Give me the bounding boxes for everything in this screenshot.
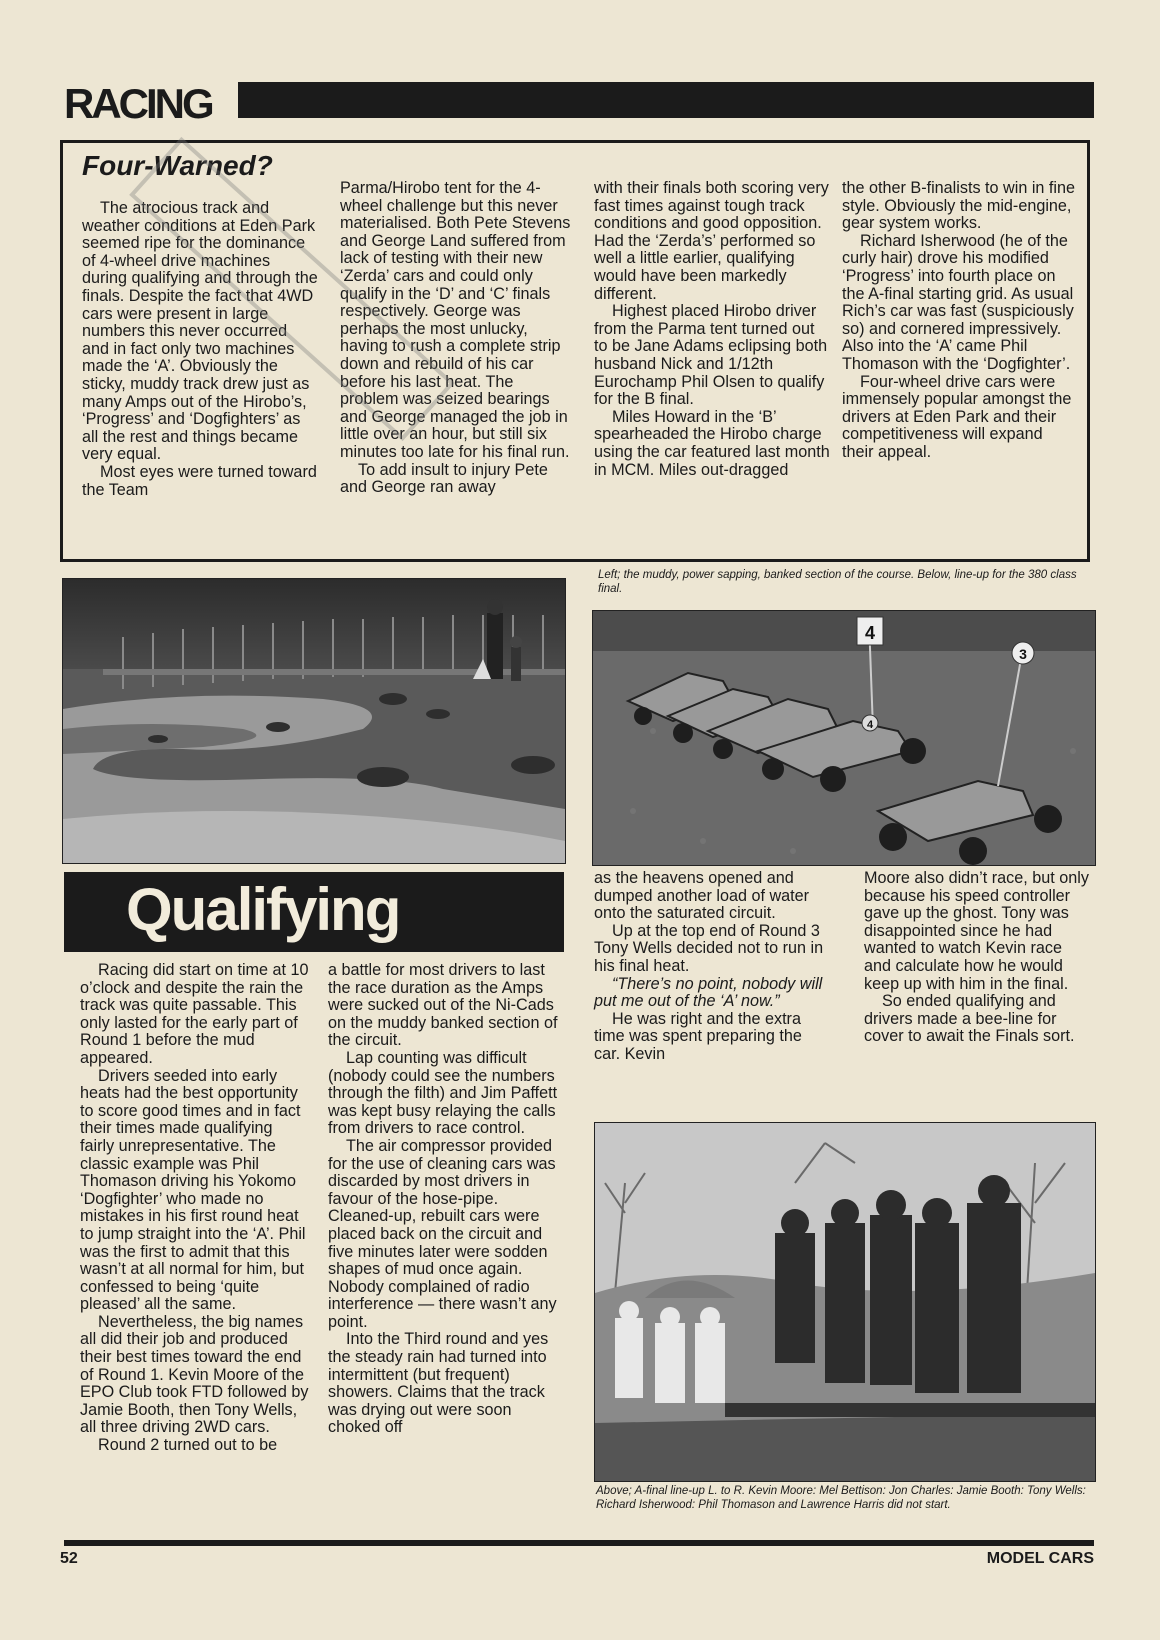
- caption-top: Left; the muddy, power sapping, banked section of the course. Below, line-up for the 380 class final.: [598, 569, 1077, 595]
- paragraph: Racing did start on time at 10 o’clock and despite the rain the track was quite passable. This only lasted for the early part of Round 1 before the mud appeared.: [80, 961, 309, 1067]
- paragraph: Miles Howard in the ‘B’ spearheaded the Hirobo charge using the car featured last month in MCM. Miles out-dragged: [594, 407, 830, 479]
- paragraph: Most eyes were turned toward the Team: [82, 462, 317, 499]
- qualifying-column-1: [80, 962, 310, 1455]
- photo-drivers-lineup: [594, 1122, 1096, 1482]
- photo-track-section: [62, 578, 566, 864]
- car-number-flag-b: 3: [1019, 646, 1027, 662]
- paragraph: Parma/Hirobo tent for the 4-wheel challenge but this never materialised. Both Pete Stevens and George Land suffered from lack of testing with their new ‘Zerda’ cars and could only qualify in the ‘D’ and ‘C’ finals respectively. George was perhaps the most unlucky, having to rush a complete strip down and rebuild of his car before his last heat. The problem was seized bearings and George managed the job in little over an hour, but still six minutes too late for his final run.: [340, 179, 571, 461]
- photo-car-lineup: [592, 610, 1096, 866]
- car-number-body: 4: [866, 719, 874, 731]
- header-bar: [238, 82, 1094, 118]
- paragraph: with their finals both scoring very fast times against tough track conditions and good opposition. Had the ‘Zerda’s’ performed so well a little earlier, qualifying would have been markedly different.: [594, 179, 829, 303]
- paragraph: a battle for most drivers to last the race duration as the Amps were sucked out of the Ni-Cads on the muddy banked section of the circuit.: [328, 961, 558, 1050]
- magazine-name: MODEL CARS: [986, 1550, 1094, 1567]
- section-label: RACING: [64, 80, 212, 127]
- paragraph: So ended qualifying and drivers made a bee-line for cover to await the Finals sort.: [864, 992, 1075, 1046]
- paragraph: Round 2 turned out to be: [98, 1436, 278, 1455]
- paragraph: the other B-finalists to win in fine style. Obviously the mid-engine, gear system works.: [842, 179, 1076, 233]
- paragraph: To add insult to injury Pete and George ran away: [340, 460, 548, 497]
- page-number: 52: [60, 1550, 78, 1567]
- paragraph: Richard Isherwood (he of the curly hair) drove his modified ‘Progress’ into fourth place on the A-final starting grid. As usual Rich’s car was fast (suspiciously so) and cornered impressively. Also into the ‘A’ came Phil Thomason with the ‘Dogfighter’.: [842, 231, 1074, 373]
- paragraph: Moore also didn’t race, but only because his speed controller gave up the ghost. Tony was disappointed since he had wanted to watch Kevin race and calculate how he would keep up with him in the final.: [864, 869, 1089, 993]
- box-column-4: [842, 180, 1078, 462]
- paragraph: The air compressor provided for the use of cleaning cars was discarded by most drivers in favour of the hose-pipe. Cleaned-up, rebuilt cars were placed back on the circuit and five minutes later were sodden shapes of mud once again. Nobody complained of radio interference — there wasn’t any point.: [328, 1136, 557, 1331]
- car-number-flag-a: 4: [864, 623, 876, 643]
- box-column-3: [594, 180, 830, 479]
- paragraph: Four-wheel drive cars were immensely popular amongst the drivers at Eden Park and their competitiveness will expand their appeal.: [842, 372, 1072, 461]
- qualifying-heading: Qualifying: [126, 876, 400, 943]
- qualifying-column-2: [328, 962, 564, 1437]
- paragraph: Lap counting was difficult (nobody could see the numbers through the filth) and Jim Paffett was kept busy relaying the calls from drivers to race control.: [328, 1048, 558, 1138]
- qualifying-column-3: [594, 870, 830, 1064]
- paragraph: Up at the top end of Round 3 Tony Wells decided not to run in his final heat.: [594, 921, 824, 975]
- paragraph: Into the Third round and yes the steady rain had turned into intermittent (but frequent) showers. Claims that the track was drying out were soon choked off: [328, 1330, 549, 1437]
- paragraph: Drivers seeded into early heats had the best opportunity to score good times and in fact their times made qualifying fairly unrepresentative. The classic example was Phil Thomason driving his Yokomo ‘Dogfighter’ who made no mistakes in his first round heat to jump straight into the ‘A’. Phil was the first to admit that this wasn’t at all normal for him, but confessed to being ‘quite pleased’ all the same.: [80, 1066, 306, 1314]
- qualifying-column-4: [864, 870, 1092, 1046]
- paragraph: Highest placed Hirobo driver from the Parma tent turned out to be Jane Adams eclipsing both husband Nick and 1/12th Eurochamp Phil Olsen to qualify for the B final.: [594, 302, 828, 409]
- caption-bottom: Above; A-final line-up L. to R. Kevin Moore: Mel Bettison: Jon Charles: Jamie Booth: Tony Wells: Richard Isherwood: Phil Thomason and Lawrence Harris did not start.: [596, 1485, 1086, 1511]
- paragraph: He was right and the extra time was spent preparing the car. Kevin: [594, 1009, 802, 1063]
- quote: “There’s no point, nobody will put me out of the ‘A’ now.”: [594, 974, 823, 1011]
- paragraph: Nevertheless, the big names all did their job and produced their best times toward the end of Round 1. Kevin Moore of the EPO Club took FTD followed by Jamie Booth, then Tony Wells, all three driving 2WD cars.: [80, 1312, 309, 1437]
- footer-rule: [64, 1540, 1094, 1546]
- paragraph: as the heavens opened and dumped another load of water onto the saturated circuit.: [594, 869, 810, 923]
- box-title: Four-Warned?: [82, 150, 273, 181]
- paragraph: The atrocious track and weather conditions at Eden Park seemed ripe for the dominance of 4-wheel drive machines during qualifying and through the finals. Despite the fact that 4WD cars were present in large numbers this never occurred and in fact only two machines made the ‘A’. Obviously the sticky, muddy track drew just as many Amps out of the Hirobo’s, ‘Progress’ and ‘Dogfighters’ as all the rest and things became very equal.: [82, 199, 318, 464]
